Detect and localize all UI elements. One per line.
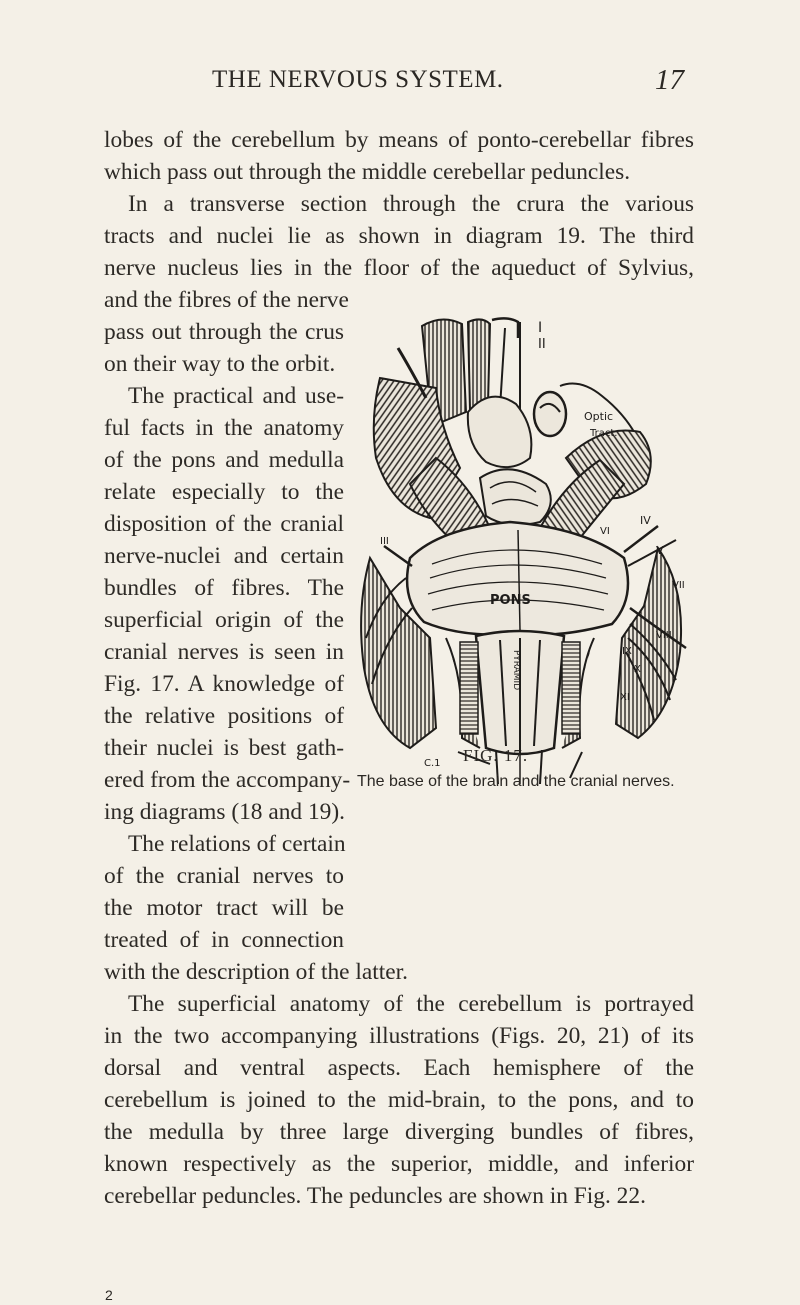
text-line: ing diagrams (18 and 19). (104, 799, 345, 825)
text-line: nerve-nuclei and certain (104, 543, 344, 569)
text-line: The relations of certain (128, 831, 346, 857)
text-line: their nuclei is best gath- (104, 735, 344, 761)
label-nerve-1: I (538, 320, 543, 336)
text-line: with the description of the latter. (104, 959, 408, 985)
text-line: cerebellum is joined to the mid-brain, to the pons, and to (104, 1087, 694, 1113)
figure-caption: The base of the brain and the cranial nerves. (357, 773, 675, 790)
text-line: tracts and nuclei lie as shown in diagram 19. The third (104, 223, 694, 249)
label-c1: C.1 (424, 758, 441, 769)
text-line: on their way to the orbit. (104, 351, 336, 377)
text-line: nerve nucleus lies in the floor of the aqueduct of Sylvius, (104, 255, 694, 281)
text-line: bundles of fibres. The (104, 575, 344, 601)
text-line: The practical and use- (128, 383, 344, 409)
label-tract: Tract. (590, 428, 618, 439)
text-line: the medulla by three large diverging bundles of fibres, (104, 1119, 694, 1145)
text-line: the motor tract will be (104, 895, 344, 921)
label-optic: Optic (584, 410, 614, 423)
label-nerve-5: V (656, 544, 664, 557)
label-nerve-8: VIII (656, 630, 672, 641)
brain-base-illustration (340, 308, 700, 788)
label-pyramid: PYRAMID (511, 650, 521, 691)
text-line: lobes of the cerebellum by means of ponto-cerebellar fibres (104, 127, 694, 153)
text-line: disposition of the cranial (104, 511, 344, 537)
running-head (0, 66, 800, 106)
label-pons: PONS (490, 593, 531, 608)
running-head-title: THE NERVOUS SYSTEM. (212, 66, 504, 93)
text-line: The superficial anatomy of the cerebellum is portrayed (128, 991, 694, 1017)
text-line: In a transverse section through the crura the various (128, 191, 694, 217)
label-nerve-10: X (634, 664, 641, 675)
text-line: ered from the accompany- (104, 767, 351, 793)
text-line: cerebellar peduncles. The peduncles are shown in Fig. 22. (104, 1183, 646, 1209)
page-number: 17 (655, 64, 684, 96)
label-nerve-3: III (380, 536, 389, 547)
label-nerve-7: VII (672, 580, 685, 591)
text-line: known respectively as the superior, middle, and inferior (104, 1151, 694, 1177)
text-line: of the cranial nerves to (104, 863, 344, 889)
text-line: pass out through the crus (104, 319, 344, 345)
text-line: and the fibres of the nerve (104, 287, 349, 313)
text-line: the relative positions of (104, 703, 344, 729)
text-line: of the pons and medulla (104, 447, 344, 473)
signature-mark: 2 (105, 1287, 113, 1303)
label-nerve-6: VI (600, 526, 610, 537)
label-nerve-9: IX (622, 646, 632, 657)
text-line: cranial nerves is seen in (104, 639, 344, 665)
figure-title: FIG. 17. (463, 746, 529, 765)
text-line: in the two accompanying illustrations (Figs. 20, 21) of its (104, 1023, 694, 1049)
text-line: Fig. 17. A knowledge of (104, 671, 344, 697)
text-line: superficial origin of the (104, 607, 344, 633)
text-line: dorsal and ventral aspects. Each hemisphere of the (104, 1055, 694, 1081)
label-nerve-11: XI (620, 692, 630, 703)
text-line: relate especially to the (104, 479, 344, 505)
label-nerve-2: II (538, 337, 546, 352)
text-line: ful facts in the anatomy (104, 415, 344, 441)
text-line: treated of in connection (104, 927, 344, 953)
text-line: which pass out through the middle cerebellar peduncles. (104, 159, 631, 185)
label-nerve-4: IV (640, 514, 651, 527)
